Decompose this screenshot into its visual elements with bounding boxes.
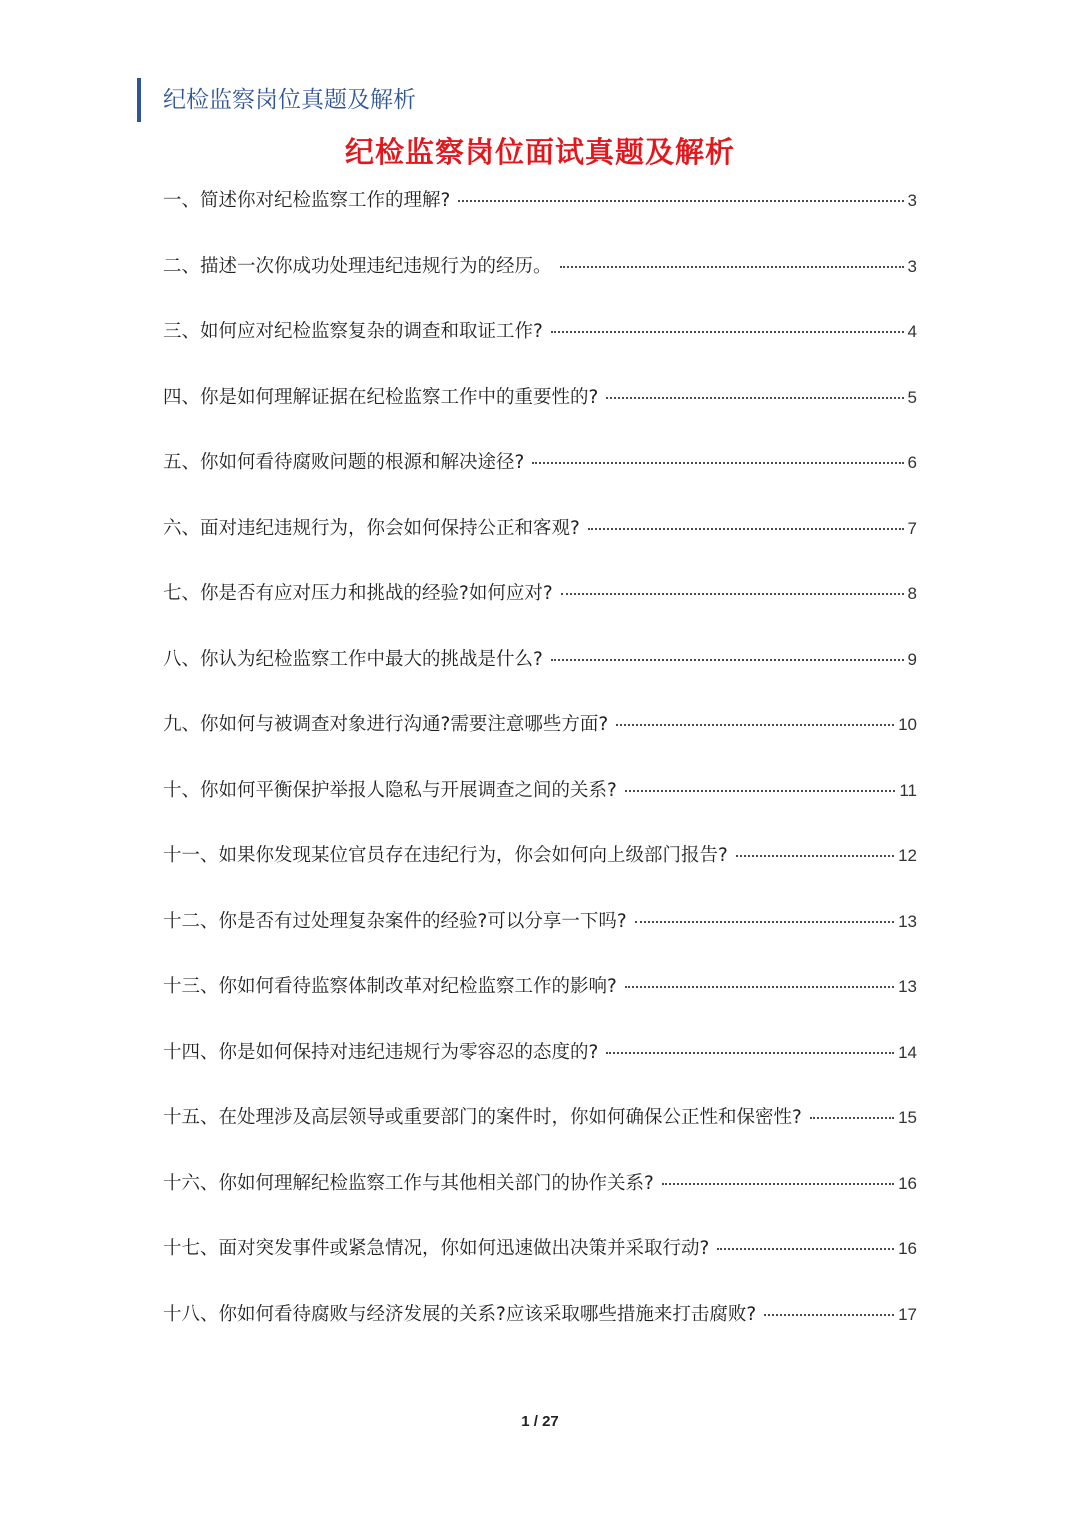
toc-entry[interactable] <box>163 1100 917 1166</box>
toc-dot-leader <box>635 921 894 923</box>
toc-entry-text[interactable]: 九、你如何与被调查对象进行沟通?需要注意哪些方面? <box>163 714 609 735</box>
toc-page-number[interactable]: 12 <box>898 846 917 865</box>
toc-dot-leader <box>625 986 894 988</box>
toc-dot-leader <box>616 724 894 726</box>
toc-entry[interactable] <box>163 904 917 970</box>
toc-dot-leader <box>560 266 904 268</box>
toc-entry[interactable] <box>163 1035 917 1101</box>
total-pages: 27 <box>542 1413 559 1430</box>
page-number-footer <box>0 1413 1080 1430</box>
toc-page-number[interactable]: 16 <box>898 1173 917 1193</box>
toc-entry[interactable] <box>163 445 917 511</box>
toc-entry[interactable] <box>163 1166 917 1232</box>
toc-entry[interactable] <box>163 773 917 839</box>
toc-entry-text[interactable]: 十、你如何平衡保护举报人隐私与开展调查之间的关系? <box>163 779 617 801</box>
toc-page-number[interactable]: 16 <box>898 1239 917 1258</box>
toc-dot-leader <box>662 1183 894 1185</box>
toc-entry-text[interactable]: 十一、如果你发现某位官员存在违纪行为，你会如何向上级部门报告? <box>163 845 728 866</box>
toc-entry-text[interactable]: 十六、你如何理解纪检监察工作与其他相关部门的协作关系? <box>163 1172 654 1194</box>
toc-page-number[interactable]: 3 <box>907 191 917 210</box>
toc-entry[interactable] <box>163 1231 917 1297</box>
toc-page-number[interactable]: 3 <box>907 256 917 276</box>
toc-entry[interactable] <box>163 838 917 904</box>
toc-page-number[interactable]: 17 <box>898 1304 917 1324</box>
toc-entry-text[interactable]: 十五、在处理涉及高层领导或重要部门的案件时，你如何确保公正性和保密性? <box>163 1107 802 1128</box>
running-header-title: 纪检监察岗位真题及解析 <box>163 87 416 113</box>
header-accent-bar <box>137 78 141 122</box>
toc-entry[interactable] <box>163 707 917 773</box>
toc-dot-leader <box>551 659 904 661</box>
toc-page-number[interactable]: 13 <box>898 977 917 996</box>
current-page-number: 1 <box>521 1413 530 1430</box>
toc-entry-text[interactable]: 十四、你是如何保持对违纪违规行为零容忍的态度的? <box>163 1041 599 1063</box>
toc-entry-text[interactable]: 三、如何应对纪检监察复杂的调查和取证工作? <box>163 321 543 342</box>
toc-page-number[interactable]: 15 <box>898 1108 917 1127</box>
toc-entry[interactable] <box>163 380 917 446</box>
toc-entry[interactable] <box>163 969 917 1035</box>
toc-dot-leader <box>736 855 894 857</box>
toc-entry-text[interactable]: 五、你如何看待腐败问题的根源和解决途径? <box>163 452 525 473</box>
toc-dot-leader <box>551 331 904 333</box>
toc-entry-text[interactable]: 八、你认为纪检监察工作中最大的挑战是什么? <box>163 648 543 670</box>
toc-entry-text[interactable]: 一、简述你对纪检监察工作的理解? <box>163 190 451 211</box>
toc-page-number[interactable]: 13 <box>898 911 917 931</box>
toc-entry[interactable] <box>163 642 917 708</box>
toc-dot-leader <box>588 528 904 530</box>
toc-dot-leader <box>810 1117 894 1119</box>
table-of-contents <box>163 183 917 1362</box>
page-separator: / <box>533 1413 538 1430</box>
toc-entry[interactable] <box>163 511 917 577</box>
toc-entry-text[interactable]: 六、面对违纪违规行为，你会如何保持公正和客观? <box>163 517 580 539</box>
toc-entry-text[interactable]: 七、你是否有应对压力和挑战的经验?如何应对? <box>163 583 553 604</box>
toc-entry[interactable] <box>163 1297 917 1363</box>
toc-page-number[interactable]: 9 <box>907 649 917 669</box>
toc-entry-text[interactable]: 十八、你如何看待腐败与经济发展的关系?应该采取哪些措施来打击腐败? <box>163 1303 757 1325</box>
toc-entry-text[interactable]: 十二、你是否有过处理复杂案件的经验?可以分享一下吗? <box>163 910 627 932</box>
toc-entry-text[interactable]: 二、描述一次你成功处理违纪违规行为的经历。 <box>163 255 552 277</box>
toc-entry[interactable] <box>163 314 917 380</box>
toc-dot-leader <box>606 397 903 399</box>
toc-entry[interactable] <box>163 576 917 642</box>
toc-dot-leader <box>717 1248 894 1250</box>
toc-page-number[interactable]: 11 <box>899 780 917 800</box>
toc-dot-leader <box>606 1052 894 1054</box>
toc-page-number[interactable]: 10 <box>898 715 917 734</box>
toc-page-number[interactable]: 4 <box>907 322 917 341</box>
toc-entry[interactable] <box>163 183 917 249</box>
document-title: 纪检监察岗位面试真题及解析 <box>344 135 735 169</box>
toc-entry-text[interactable]: 十七、面对突发事件或紧急情况，你如何迅速做出决策并采取行动? <box>163 1238 710 1259</box>
toc-entry[interactable] <box>163 249 917 315</box>
toc-page-number[interactable]: 8 <box>907 584 917 603</box>
toc-dot-leader <box>561 593 904 595</box>
toc-page-number[interactable]: 7 <box>907 518 917 538</box>
toc-dot-leader <box>625 790 896 792</box>
toc-page-number[interactable]: 6 <box>907 453 917 472</box>
toc-dot-leader <box>764 1314 894 1316</box>
toc-entry-text[interactable]: 四、你是如何理解证据在纪检监察工作中的重要性的? <box>163 386 599 408</box>
toc-entry-text[interactable]: 十三、你如何看待监察体制改革对纪检监察工作的影响? <box>163 976 617 997</box>
toc-page-number[interactable]: 14 <box>898 1042 917 1062</box>
toc-dot-leader <box>532 462 903 464</box>
toc-page-number[interactable]: 5 <box>907 387 917 407</box>
toc-dot-leader <box>458 200 903 202</box>
